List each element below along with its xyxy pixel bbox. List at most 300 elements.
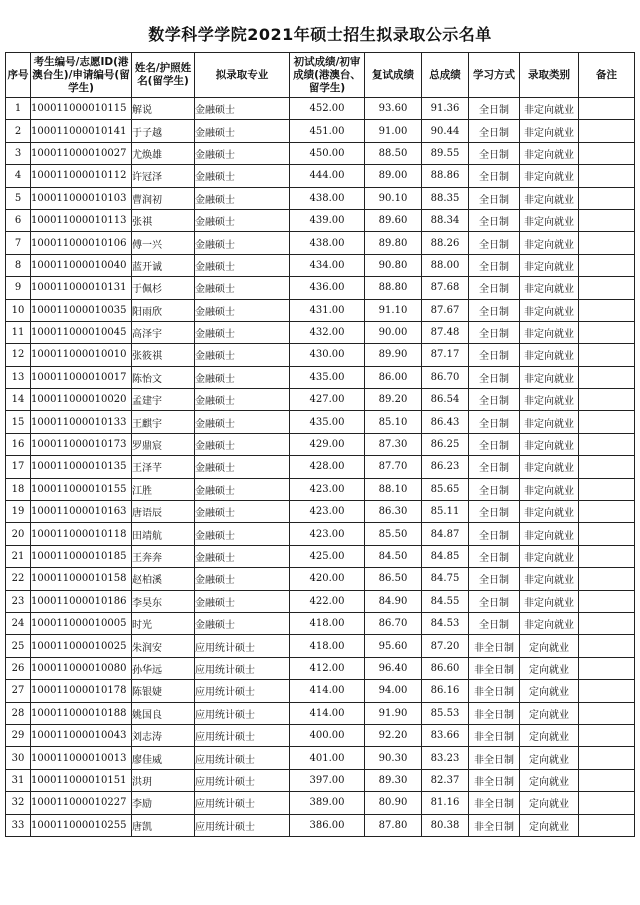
table-row xyxy=(6,523,635,545)
cell-admission-category: 非定向就业 xyxy=(520,523,579,545)
cell-candidate-id: 100011000010013 xyxy=(31,747,132,769)
cell-study-mode: 非全日制 xyxy=(469,814,520,836)
cell-note xyxy=(579,657,635,679)
cell-admission-category: 非定向就业 xyxy=(520,456,579,478)
cell-admission-category: 非定向就业 xyxy=(520,590,579,612)
table-body xyxy=(6,98,635,837)
cell-total-score: 84.75 xyxy=(422,568,469,590)
table-row xyxy=(6,456,635,478)
cell-study-mode: 全日制 xyxy=(469,277,520,299)
table-row xyxy=(6,411,635,433)
cell-note xyxy=(579,232,635,254)
cell-prelim-score: 418.00 xyxy=(290,635,365,657)
cell-candidate-id: 100011000010112 xyxy=(31,165,132,187)
cell-note xyxy=(579,433,635,455)
cell-candidate-id: 100011000010043 xyxy=(31,724,132,746)
cell-study-mode: 全日制 xyxy=(469,501,520,523)
cell-major: 金融硕士 xyxy=(195,366,290,388)
cell-total-score: 86.43 xyxy=(422,411,469,433)
table-row xyxy=(6,769,635,791)
cell-seq: 4 xyxy=(6,165,31,187)
table-row xyxy=(6,389,635,411)
table-row xyxy=(6,814,635,836)
cell-name: 江胜 xyxy=(132,478,195,500)
cell-seq: 21 xyxy=(6,545,31,567)
table-row xyxy=(6,232,635,254)
cell-seq: 18 xyxy=(6,478,31,500)
cell-study-mode: 非全日制 xyxy=(469,792,520,814)
cell-prelim-score: 428.00 xyxy=(290,456,365,478)
cell-name: 陈银婕 xyxy=(132,680,195,702)
cell-admission-category: 非定向就业 xyxy=(520,232,579,254)
cell-prelim-score: 400.00 xyxy=(290,724,365,746)
cell-name: 阳雨欣 xyxy=(132,299,195,321)
cell-name: 刘志涛 xyxy=(132,724,195,746)
cell-candidate-id: 100011000010005 xyxy=(31,612,132,634)
cell-candidate-id: 100011000010151 xyxy=(31,769,132,791)
cell-seq: 33 xyxy=(6,814,31,836)
cell-seq: 26 xyxy=(6,657,31,679)
cell-note xyxy=(579,523,635,545)
cell-candidate-id: 100011000010227 xyxy=(31,792,132,814)
cell-total-score: 84.85 xyxy=(422,545,469,567)
cell-study-mode: 非全日制 xyxy=(469,769,520,791)
cell-total-score: 86.60 xyxy=(422,657,469,679)
cell-retest-score: 86.30 xyxy=(365,501,422,523)
cell-retest-score: 87.80 xyxy=(365,814,422,836)
cell-total-score: 86.25 xyxy=(422,433,469,455)
cell-major: 金融硕士 xyxy=(195,389,290,411)
cell-study-mode: 全日制 xyxy=(469,165,520,187)
cell-candidate-id: 100011000010103 xyxy=(31,187,132,209)
cell-study-mode: 全日制 xyxy=(469,590,520,612)
cell-study-mode: 非全日制 xyxy=(469,747,520,769)
cell-prelim-score: 438.00 xyxy=(290,232,365,254)
admission-list-table xyxy=(5,52,635,837)
cell-study-mode: 全日制 xyxy=(469,411,520,433)
cell-name: 田靖航 xyxy=(132,523,195,545)
cell-seq: 8 xyxy=(6,254,31,276)
cell-retest-score: 94.00 xyxy=(365,680,422,702)
cell-retest-score: 87.30 xyxy=(365,433,422,455)
cell-name: 李昊东 xyxy=(132,590,195,612)
cell-admission-category: 非定向就业 xyxy=(520,568,579,590)
cell-retest-score: 89.30 xyxy=(365,769,422,791)
cell-seq: 27 xyxy=(6,680,31,702)
table-row xyxy=(6,747,635,769)
cell-retest-score: 90.80 xyxy=(365,254,422,276)
cell-name: 唐凯 xyxy=(132,814,195,836)
cell-major: 金融硕士 xyxy=(195,501,290,523)
cell-study-mode: 全日制 xyxy=(469,232,520,254)
cell-name: 王奔奔 xyxy=(132,545,195,567)
cell-prelim-score: 423.00 xyxy=(290,523,365,545)
cell-name: 唐语辰 xyxy=(132,501,195,523)
cell-study-mode: 全日制 xyxy=(469,568,520,590)
cell-prelim-score: 435.00 xyxy=(290,411,365,433)
cell-major: 金融硕士 xyxy=(195,456,290,478)
cell-candidate-id: 100011000010045 xyxy=(31,321,132,343)
table-row xyxy=(6,344,635,366)
cell-total-score: 85.65 xyxy=(422,478,469,500)
cell-prelim-score: 451.00 xyxy=(290,120,365,142)
cell-major: 金融硕士 xyxy=(195,209,290,231)
cell-admission-category: 非定向就业 xyxy=(520,545,579,567)
cell-note xyxy=(579,635,635,657)
cell-admission-category: 非定向就业 xyxy=(520,389,579,411)
header-candidate-id: 考生编号/志愿ID(港澳台生)/申请编号(留学生) xyxy=(31,53,132,98)
cell-major: 金融硕士 xyxy=(195,321,290,343)
table-row xyxy=(6,165,635,187)
cell-admission-category: 非定向就业 xyxy=(520,501,579,523)
table-row xyxy=(6,680,635,702)
cell-seq: 6 xyxy=(6,209,31,231)
cell-note xyxy=(579,747,635,769)
cell-seq: 3 xyxy=(6,142,31,164)
cell-total-score: 83.66 xyxy=(422,724,469,746)
cell-total-score: 86.54 xyxy=(422,389,469,411)
cell-retest-score: 90.00 xyxy=(365,321,422,343)
cell-retest-score: 88.80 xyxy=(365,277,422,299)
table-row xyxy=(6,254,635,276)
cell-prelim-score: 427.00 xyxy=(290,389,365,411)
cell-name: 孙华远 xyxy=(132,657,195,679)
cell-total-score: 85.53 xyxy=(422,702,469,724)
table-row xyxy=(6,209,635,231)
cell-candidate-id: 100011000010131 xyxy=(31,277,132,299)
cell-major: 应用统计硕士 xyxy=(195,792,290,814)
cell-total-score: 87.67 xyxy=(422,299,469,321)
cell-name: 时光 xyxy=(132,612,195,634)
cell-candidate-id: 100011000010106 xyxy=(31,232,132,254)
cell-major: 应用统计硕士 xyxy=(195,657,290,679)
cell-prelim-score: 414.00 xyxy=(290,702,365,724)
cell-admission-category: 非定向就业 xyxy=(520,433,579,455)
cell-seq: 9 xyxy=(6,277,31,299)
cell-name: 姚国良 xyxy=(132,702,195,724)
cell-note xyxy=(579,321,635,343)
cell-study-mode: 全日制 xyxy=(469,98,520,120)
cell-note xyxy=(579,187,635,209)
cell-candidate-id: 100011000010135 xyxy=(31,456,132,478)
cell-candidate-id: 100011000010255 xyxy=(31,814,132,836)
cell-seq: 5 xyxy=(6,187,31,209)
cell-prelim-score: 450.00 xyxy=(290,142,365,164)
cell-candidate-id: 100011000010173 xyxy=(31,433,132,455)
cell-study-mode: 非全日制 xyxy=(469,680,520,702)
cell-retest-score: 91.90 xyxy=(365,702,422,724)
cell-prelim-score: 425.00 xyxy=(290,545,365,567)
cell-admission-category: 非定向就业 xyxy=(520,165,579,187)
cell-note xyxy=(579,411,635,433)
cell-study-mode: 非全日制 xyxy=(469,702,520,724)
table-row xyxy=(6,366,635,388)
cell-total-score: 84.87 xyxy=(422,523,469,545)
cell-candidate-id: 100011000010035 xyxy=(31,299,132,321)
cell-retest-score: 84.90 xyxy=(365,590,422,612)
cell-admission-category: 非定向就业 xyxy=(520,187,579,209)
cell-candidate-id: 100011000010178 xyxy=(31,680,132,702)
table-row xyxy=(6,98,635,120)
cell-study-mode: 全日制 xyxy=(469,545,520,567)
header-retest-score: 复试成绩 xyxy=(365,53,422,98)
cell-name: 罗鼎宸 xyxy=(132,433,195,455)
cell-total-score: 90.44 xyxy=(422,120,469,142)
cell-admission-category: 非定向就业 xyxy=(520,120,579,142)
cell-name: 许冠泽 xyxy=(132,165,195,187)
cell-admission-category: 非定向就业 xyxy=(520,277,579,299)
cell-prelim-score: 434.00 xyxy=(290,254,365,276)
cell-major: 应用统计硕士 xyxy=(195,724,290,746)
cell-total-score: 91.36 xyxy=(422,98,469,120)
cell-retest-score: 89.20 xyxy=(365,389,422,411)
table-row xyxy=(6,590,635,612)
cell-candidate-id: 100011000010188 xyxy=(31,702,132,724)
cell-note xyxy=(579,814,635,836)
cell-name: 张祺 xyxy=(132,209,195,231)
cell-major: 金融硕士 xyxy=(195,277,290,299)
cell-major: 金融硕士 xyxy=(195,299,290,321)
cell-major: 金融硕士 xyxy=(195,523,290,545)
cell-seq: 25 xyxy=(6,635,31,657)
cell-major: 金融硕士 xyxy=(195,590,290,612)
table-row xyxy=(6,792,635,814)
cell-major: 应用统计硕士 xyxy=(195,814,290,836)
cell-name: 李励 xyxy=(132,792,195,814)
cell-name: 王麒宇 xyxy=(132,411,195,433)
cell-note xyxy=(579,366,635,388)
cell-retest-score: 93.60 xyxy=(365,98,422,120)
cell-note xyxy=(579,165,635,187)
cell-seq: 2 xyxy=(6,120,31,142)
cell-total-score: 86.16 xyxy=(422,680,469,702)
cell-note xyxy=(579,478,635,500)
cell-note xyxy=(579,702,635,724)
table-row xyxy=(6,501,635,523)
cell-seq: 29 xyxy=(6,724,31,746)
cell-seq: 22 xyxy=(6,568,31,590)
cell-name: 张筱祺 xyxy=(132,344,195,366)
cell-admission-category: 定向就业 xyxy=(520,769,579,791)
cell-seq: 19 xyxy=(6,501,31,523)
cell-name: 曹润初 xyxy=(132,187,195,209)
cell-retest-score: 86.00 xyxy=(365,366,422,388)
table-row xyxy=(6,299,635,321)
cell-study-mode: 全日制 xyxy=(469,433,520,455)
cell-name: 洪玥 xyxy=(132,769,195,791)
cell-seq: 28 xyxy=(6,702,31,724)
cell-total-score: 87.68 xyxy=(422,277,469,299)
cell-retest-score: 96.40 xyxy=(365,657,422,679)
cell-study-mode: 全日制 xyxy=(469,456,520,478)
table-row xyxy=(6,568,635,590)
cell-admission-category: 非定向就业 xyxy=(520,209,579,231)
cell-major: 应用统计硕士 xyxy=(195,635,290,657)
cell-name: 于佩杉 xyxy=(132,277,195,299)
cell-prelim-score: 423.00 xyxy=(290,501,365,523)
cell-major: 金融硕士 xyxy=(195,545,290,567)
cell-total-score: 88.86 xyxy=(422,165,469,187)
cell-seq: 15 xyxy=(6,411,31,433)
cell-prelim-score: 389.00 xyxy=(290,792,365,814)
cell-seq: 17 xyxy=(6,456,31,478)
cell-prelim-score: 438.00 xyxy=(290,187,365,209)
cell-total-score: 87.20 xyxy=(422,635,469,657)
cell-retest-score: 88.10 xyxy=(365,478,422,500)
cell-note xyxy=(579,456,635,478)
cell-name: 陈怡文 xyxy=(132,366,195,388)
cell-major: 金融硕士 xyxy=(195,478,290,500)
cell-candidate-id: 100011000010185 xyxy=(31,545,132,567)
cell-study-mode: 全日制 xyxy=(469,366,520,388)
header-note: 备注 xyxy=(579,53,635,98)
cell-retest-score: 90.10 xyxy=(365,187,422,209)
cell-prelim-score: 422.00 xyxy=(290,590,365,612)
cell-note xyxy=(579,792,635,814)
cell-retest-score: 85.10 xyxy=(365,411,422,433)
table-row xyxy=(6,724,635,746)
header-prelim-score: 初试成绩/初审成绩(港澳台、留学生) xyxy=(290,53,365,98)
cell-seq: 31 xyxy=(6,769,31,791)
table-row xyxy=(6,187,635,209)
table-row xyxy=(6,478,635,500)
cell-admission-category: 定向就业 xyxy=(520,702,579,724)
cell-seq: 11 xyxy=(6,321,31,343)
cell-total-score: 88.26 xyxy=(422,232,469,254)
table-row xyxy=(6,433,635,455)
cell-seq: 20 xyxy=(6,523,31,545)
cell-study-mode: 全日制 xyxy=(469,187,520,209)
cell-total-score: 81.16 xyxy=(422,792,469,814)
cell-seq: 30 xyxy=(6,747,31,769)
cell-admission-category: 非定向就业 xyxy=(520,142,579,164)
cell-retest-score: 89.00 xyxy=(365,165,422,187)
cell-retest-score: 89.80 xyxy=(365,232,422,254)
cell-name: 高泽宇 xyxy=(132,321,195,343)
cell-admission-category: 非定向就业 xyxy=(520,411,579,433)
cell-study-mode: 全日制 xyxy=(469,299,520,321)
cell-study-mode: 全日制 xyxy=(469,142,520,164)
cell-study-mode: 全日制 xyxy=(469,612,520,634)
cell-name: 解说 xyxy=(132,98,195,120)
cell-retest-score: 87.70 xyxy=(365,456,422,478)
cell-study-mode: 全日制 xyxy=(469,389,520,411)
header-total-score: 总成绩 xyxy=(422,53,469,98)
cell-study-mode: 全日制 xyxy=(469,254,520,276)
cell-admission-category: 非定向就业 xyxy=(520,478,579,500)
table-row xyxy=(6,120,635,142)
cell-retest-score: 86.70 xyxy=(365,612,422,634)
cell-retest-score: 92.20 xyxy=(365,724,422,746)
cell-note xyxy=(579,568,635,590)
cell-retest-score: 86.50 xyxy=(365,568,422,590)
cell-name: 孟建宇 xyxy=(132,389,195,411)
cell-major: 金融硕士 xyxy=(195,254,290,276)
cell-major: 金融硕士 xyxy=(195,568,290,590)
cell-major: 金融硕士 xyxy=(195,433,290,455)
cell-total-score: 89.55 xyxy=(422,142,469,164)
table-row xyxy=(6,321,635,343)
cell-prelim-score: 444.00 xyxy=(290,165,365,187)
cell-candidate-id: 100011000010133 xyxy=(31,411,132,433)
cell-candidate-id: 100011000010118 xyxy=(31,523,132,545)
table-row xyxy=(6,277,635,299)
cell-candidate-id: 100011000010115 xyxy=(31,98,132,120)
cell-admission-category: 定向就业 xyxy=(520,680,579,702)
cell-retest-score: 91.10 xyxy=(365,299,422,321)
cell-name: 于子越 xyxy=(132,120,195,142)
cell-candidate-id: 100011000010027 xyxy=(31,142,132,164)
cell-admission-category: 定向就业 xyxy=(520,814,579,836)
cell-seq: 7 xyxy=(6,232,31,254)
cell-name: 尤焕雄 xyxy=(132,142,195,164)
cell-prelim-score: 412.00 xyxy=(290,657,365,679)
cell-total-score: 87.48 xyxy=(422,321,469,343)
cell-major: 应用统计硕士 xyxy=(195,702,290,724)
table-row xyxy=(6,702,635,724)
cell-retest-score: 84.50 xyxy=(365,545,422,567)
cell-admission-category: 非定向就业 xyxy=(520,98,579,120)
cell-total-score: 86.23 xyxy=(422,456,469,478)
cell-study-mode: 全日制 xyxy=(469,321,520,343)
cell-major: 应用统计硕士 xyxy=(195,769,290,791)
cell-retest-score: 95.60 xyxy=(365,635,422,657)
cell-name: 赵柏溪 xyxy=(132,568,195,590)
cell-prelim-score: 401.00 xyxy=(290,747,365,769)
cell-study-mode: 非全日制 xyxy=(469,724,520,746)
table-row xyxy=(6,612,635,634)
cell-candidate-id: 100011000010155 xyxy=(31,478,132,500)
cell-name: 傅一兴 xyxy=(132,232,195,254)
cell-study-mode: 全日制 xyxy=(469,120,520,142)
cell-prelim-score: 431.00 xyxy=(290,299,365,321)
cell-note xyxy=(579,590,635,612)
cell-seq: 13 xyxy=(6,366,31,388)
cell-prelim-score: 439.00 xyxy=(290,209,365,231)
cell-admission-category: 非定向就业 xyxy=(520,321,579,343)
header-study-mode: 学习方式 xyxy=(469,53,520,98)
cell-candidate-id: 100011000010025 xyxy=(31,635,132,657)
cell-name: 蓝开诚 xyxy=(132,254,195,276)
cell-prelim-score: 432.00 xyxy=(290,321,365,343)
cell-note xyxy=(579,724,635,746)
cell-prelim-score: 386.00 xyxy=(290,814,365,836)
cell-seq: 14 xyxy=(6,389,31,411)
page-title: 数学科学学院2021年硕士招生拟录取公示名单 xyxy=(148,25,492,44)
cell-admission-category: 非定向就业 xyxy=(520,366,579,388)
cell-candidate-id: 100011000010080 xyxy=(31,657,132,679)
cell-major: 金融硕士 xyxy=(195,142,290,164)
cell-admission-category: 非定向就业 xyxy=(520,299,579,321)
cell-seq: 16 xyxy=(6,433,31,455)
cell-study-mode: 全日制 xyxy=(469,523,520,545)
cell-study-mode: 全日制 xyxy=(469,344,520,366)
cell-candidate-id: 100011000010113 xyxy=(31,209,132,231)
cell-retest-score: 89.60 xyxy=(365,209,422,231)
cell-admission-category: 定向就业 xyxy=(520,657,579,679)
cell-total-score: 84.53 xyxy=(422,612,469,634)
cell-major: 应用统计硕士 xyxy=(195,747,290,769)
cell-retest-score: 89.90 xyxy=(365,344,422,366)
cell-note xyxy=(579,209,635,231)
cell-study-mode: 全日制 xyxy=(469,478,520,500)
header-admission-category: 录取类别 xyxy=(520,53,579,98)
cell-admission-category: 非定向就业 xyxy=(520,612,579,634)
cell-candidate-id: 100011000010010 xyxy=(31,344,132,366)
cell-retest-score: 85.50 xyxy=(365,523,422,545)
cell-seq: 24 xyxy=(6,612,31,634)
cell-note xyxy=(579,277,635,299)
